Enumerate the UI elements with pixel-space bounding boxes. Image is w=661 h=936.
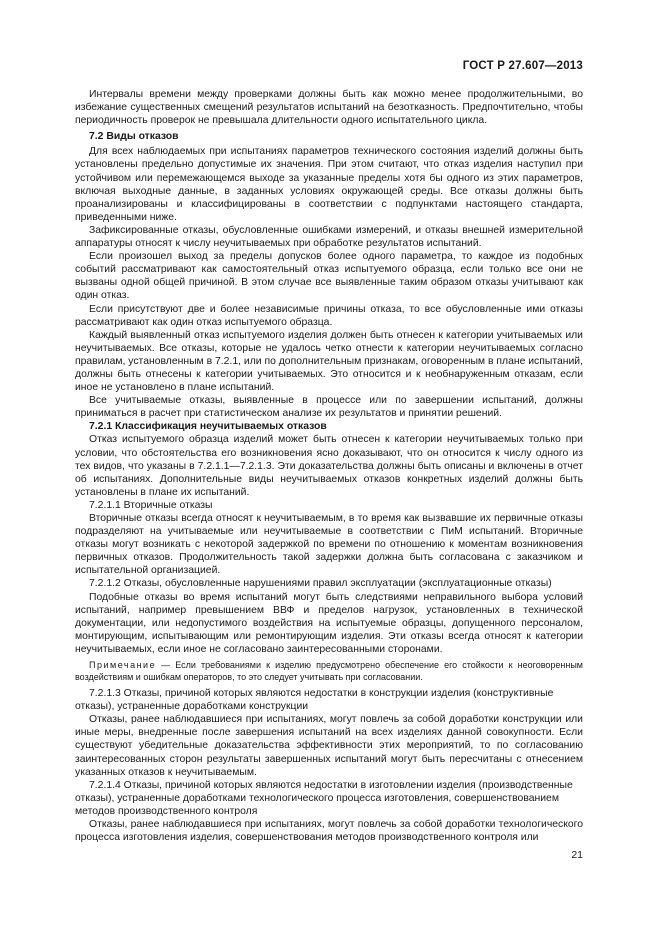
page-number: 21 — [571, 849, 583, 861]
note-text: — Если требованиями к изделию предусмотрено обеспечение его стойкости к неоговоренным воздействиям и ошибкам операторов, то это следует учитывать при согласовании. — [75, 660, 583, 682]
document-code-header: ГОСТ Р 27.607—2013 — [462, 60, 583, 72]
paragraph: Отказы, ранее наблюдавшиеся при испытаниях, могут повлечь за собой доработки конструкции или иные меры, внедренные после завершения испытаний на всех изделиях данной совокупности. Если существуют убедительные доказательства эффективности этих мероприятий, то по согласованию заинтересованных сторон результаты завершенных испытаний могут быть пересчитаны с отнесением указанных отказов к неучитываемым. — [75, 714, 583, 778]
clause-heading-7-2-1-2: 7.2.1.2 Отказы, обусловленные нарушениями правил эксплуатации (эксплуатационные отказы) — [89, 578, 552, 590]
paragraph: Все учитываемые отказы, выявленные в процессе или по завершении испытаний, должны приниматься в расчет при статистическом анализе их результатов и принятии решений. — [75, 395, 583, 420]
paragraph: Отказ испытуемого образца изделий может быть отнесен к категории неучитываемых только при условии, что обстоятельства его возникновения ясно доказывают, что он относится к числу одного из тех видов, что указаны в 7.2.1.1—7.2.1.3. Эти доказательства должны быть описаны и включены в отчет об испытаниях. Дополнительные виды неучитываемых отказов конкретных изделий должны быть установлены в плане их испытаний. — [75, 434, 583, 498]
note — [75, 660, 583, 683]
clause-heading-7-2-1-1: 7.2.1.1 Вторичные отказы — [89, 499, 213, 511]
paragraph: Вторичные отказы всегда относят к неучитываемым, в то время как вызвавшие их первичные отказы подразделяют на учитываемые или неучитываемые в соответствии с ПиМ испытаний. Вторичные отказы могут возникать с некоторой задержкой по времени по отношению к моментам возникновения первичных отказов. Продолжительность такой задержки должна быть согласована с заказчиком и испытательной организацией. — [75, 513, 583, 577]
paragraph: Отказы, ранее наблюдавшиеся при испытаниях, могут повлечь за собой доработки технологического процесса изготовления изделия, совершенствования методов производственного контроля или — [75, 818, 583, 844]
page-body — [75, 88, 583, 844]
subsection-heading-7-2-1: 7.2.1 Классификация неучитываемых отказов — [89, 421, 327, 433]
section-heading-7-2: 7.2 Виды отказов — [89, 131, 179, 143]
paragraph: Каждый выявленный отказ испытуемого изделия должен быть отнесен к категории учитываемых или неучитываемых. Все отказы, которые не удалось четко отнести к категории неучитываемых согласно правилам, установленным в 7.2.1, или по дополнительным признакам, оговоренным в плане испытаний, должны быть отнесены к категории учитываемых. Это относится и к необнаруженным отказам, если иное не установлено в плане испытаний. — [75, 329, 583, 394]
paragraph: Для всех наблюдаемых при испытаниях параметров технического состояния изделий должны быть установлены предельно допустимые их значения. При этом считают, что отказ изделия наступил при устойчивом или перемежающемся выходе за указанные пределы хотя бы одного из этих параметров, включая выходные данные, в заданных условиях окружающей среды. Все отказы должны быть проанализированы и классифицированы в соответствии с подпунктами настоящего стандарта, приведенными ниже. — [75, 146, 583, 223]
paragraph: Если присутствуют две и более независимые причины отказа, то все обусловленные ими отказы рассматривают как один отказ испытуемого образца. — [75, 303, 583, 328]
note-label: Примечание — [89, 660, 157, 671]
clause-heading-7-2-1-4: 7.2.1.4 Отказы, причиной которых являются недостатки в изготовлении изделия (производственные отказы), устраненные доработками технологического процесса изготовления, совершенствованием методов производственного контроля — [75, 779, 573, 817]
paragraph: Если произошел выход за пределы допусков более одного параметра, то каждое из подобных событий рассматривают как самостоятельный отказ испытуемого образца, если только все они не вызваны одной общей причиной. В этом случае все выявленные таким образом отказы учитывают как один отказ. — [75, 251, 583, 302]
paragraph: Зафиксированные отказы, обусловленные ошибками измерений, и отказы внешней измерительной аппаратуры относят к числу неучитываемых при обработке результатов испытаний. — [75, 224, 583, 250]
paragraph: Подобные отказы во время испытаний могут быть следствиями неправильного выбора условий испытаний, например превышением ВВФ и пределов нагрузок, установленных в технической документации, или недопустимого воздействия на испытуемые образцы, допущенного персоналом, монтирующим, испытывающим или ремонтирующим изделия. Эти отказы всегда относят к категории неучитываемых, если иное не согласовано заинтересованными сторонами. — [75, 591, 583, 655]
paragraph: Интервалы времени между проверками должны быть как можно менее продолжительными, во избежание существенных смещений результатов испытаний на безотказность. Предпочтительно, чтобы периодичность проверок не превышала длительности одного испытательного цикла. — [75, 89, 583, 127]
clause-heading-7-2-1-3: 7.2.1.3 Отказы, причиной которых являются недостатки в конструкции изделия (конструктивные отказы), устраненные доработками конструкции — [75, 688, 554, 713]
